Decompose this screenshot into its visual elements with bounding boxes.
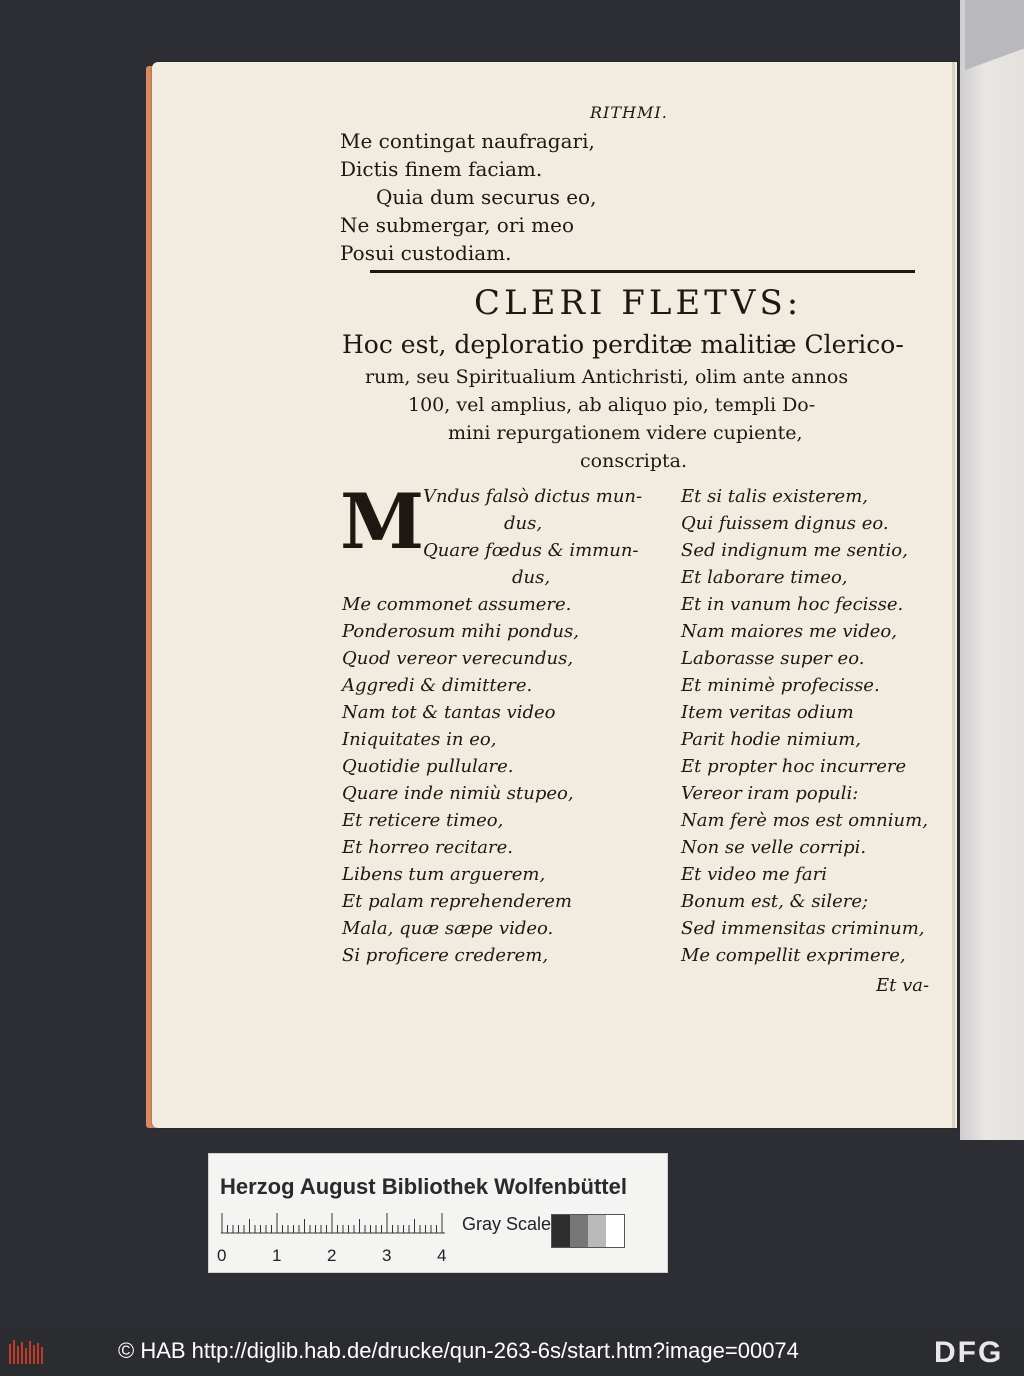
poem-line: Et laborare timeo, bbox=[681, 567, 848, 588]
poem-line: Et horreo recitare. bbox=[342, 837, 513, 858]
poem-line: Quod vereor verecundus, bbox=[342, 648, 574, 669]
catchword: Et va- bbox=[876, 975, 930, 996]
subtitle-line: 100, vel amplius, ab aliquo pio, templi Do- bbox=[408, 394, 816, 416]
running-head: RITHMI. bbox=[590, 103, 668, 122]
poem-line: Nam maiores me video, bbox=[681, 621, 897, 642]
ruler-number: 4 bbox=[437, 1246, 447, 1265]
poem-line: dus, bbox=[504, 513, 543, 534]
subtitle-line: rum, seu Spiritualium Antichristi, olim ante annos bbox=[365, 366, 849, 388]
poem-line: Iniquitates in eo, bbox=[342, 729, 497, 750]
poem-line: Vereor iram populi: bbox=[681, 783, 859, 804]
poem-line: Quare fœdus & immun- bbox=[423, 540, 639, 561]
poem-line: Et si talis existerem, bbox=[681, 486, 868, 507]
poem-line: Et in vanum hoc fecisse. bbox=[681, 594, 904, 615]
poem-line: Aggredi & dimittere. bbox=[342, 675, 533, 696]
poem-line: dus, bbox=[512, 567, 551, 588]
section-title: CLERI FLETVS: bbox=[474, 283, 803, 323]
ruler-number: 3 bbox=[382, 1246, 392, 1265]
poem-line: Et propter hoc incurrere bbox=[681, 756, 907, 777]
poem-line: Nam ferè mos est omnium, bbox=[681, 810, 928, 831]
ruler-number: 2 bbox=[327, 1246, 337, 1265]
verse-line: Dictis finem faciam. bbox=[340, 157, 543, 181]
adjacent-page bbox=[960, 0, 1024, 1140]
poem-line: Me compellit exprimere, bbox=[681, 945, 906, 966]
poem-line: Quotidie pullulare. bbox=[342, 756, 514, 777]
gray-swatch bbox=[588, 1215, 606, 1247]
verse-line: Quia dum securus eo, bbox=[376, 185, 597, 209]
subtitle-line: mini repurgationem videre cupiente, bbox=[448, 422, 803, 444]
poem-line: Et video me fari bbox=[681, 864, 827, 885]
gray-scale-swatches bbox=[551, 1214, 625, 1248]
barcode-logo-icon bbox=[8, 1338, 46, 1366]
footer-bar bbox=[0, 1326, 1024, 1376]
gray-swatch bbox=[552, 1215, 570, 1247]
verse-line: Me contingat naufragari, bbox=[340, 129, 595, 153]
poem-line: Laborasse super eo. bbox=[681, 648, 865, 669]
poem-line: Et palam reprehenderem bbox=[342, 891, 573, 912]
gray-swatch bbox=[606, 1215, 624, 1247]
section-rule bbox=[370, 270, 915, 273]
subtitle-line: Hoc est, deploratio perditæ malitiæ Clerico- bbox=[342, 330, 904, 359]
poem-line: Ponderosum mihi pondus, bbox=[342, 621, 579, 642]
poem-line: Qui fuissem dignus eo. bbox=[681, 513, 889, 534]
poem-line: Me commonet assumere. bbox=[342, 594, 572, 615]
poem-line: Libens tum arguerem, bbox=[342, 864, 546, 885]
poem-line: Vndus falsò dictus mun- bbox=[423, 486, 643, 507]
subtitle-line: conscripta. bbox=[580, 450, 688, 472]
poem-line: Et reticere timeo, bbox=[342, 810, 504, 831]
gray-swatch bbox=[570, 1215, 588, 1247]
library-color-card bbox=[208, 1153, 668, 1273]
verse-line: Posui custodiam. bbox=[340, 241, 512, 265]
gray-scale-label: Gray Scale bbox=[462, 1214, 552, 1234]
ruler-number: 1 bbox=[272, 1246, 282, 1265]
ruler-scale bbox=[221, 1212, 445, 1234]
poem-line: Sed immensitas criminum, bbox=[681, 918, 925, 939]
card-title: Herzog August Bibliothek Wolfenbüttel bbox=[220, 1174, 627, 1199]
drop-cap: M bbox=[340, 477, 425, 566]
poem-line: Et minimè profecisse. bbox=[681, 675, 880, 696]
poem-line: Mala, quæ sæpe video. bbox=[342, 918, 554, 939]
poem-line: Bonum est, & silere; bbox=[681, 891, 869, 912]
verse-line: Ne submergar, ori meo bbox=[340, 213, 575, 237]
poem-line: Quare inde nimiù stupeo, bbox=[342, 783, 574, 804]
gutter bbox=[952, 62, 955, 1128]
poem-line: Si proficere crederem, bbox=[342, 945, 549, 966]
footer-citation: © HAB http://diglib.hab.de/drucke/qun-263-6s/start.htm?image=00074 bbox=[118, 1338, 799, 1363]
poem-line: Parit hodie nimium, bbox=[681, 729, 861, 750]
poem-line: Non se velle corripi. bbox=[681, 837, 867, 858]
ruler-number: 0 bbox=[217, 1246, 227, 1265]
poem-line: Sed indignum me sentio, bbox=[681, 540, 908, 561]
poem-line: Item veritas odium bbox=[681, 702, 854, 723]
poem-line: Nam tot & tantas video bbox=[342, 702, 556, 723]
dfg-logo: DFG bbox=[934, 1336, 1004, 1369]
